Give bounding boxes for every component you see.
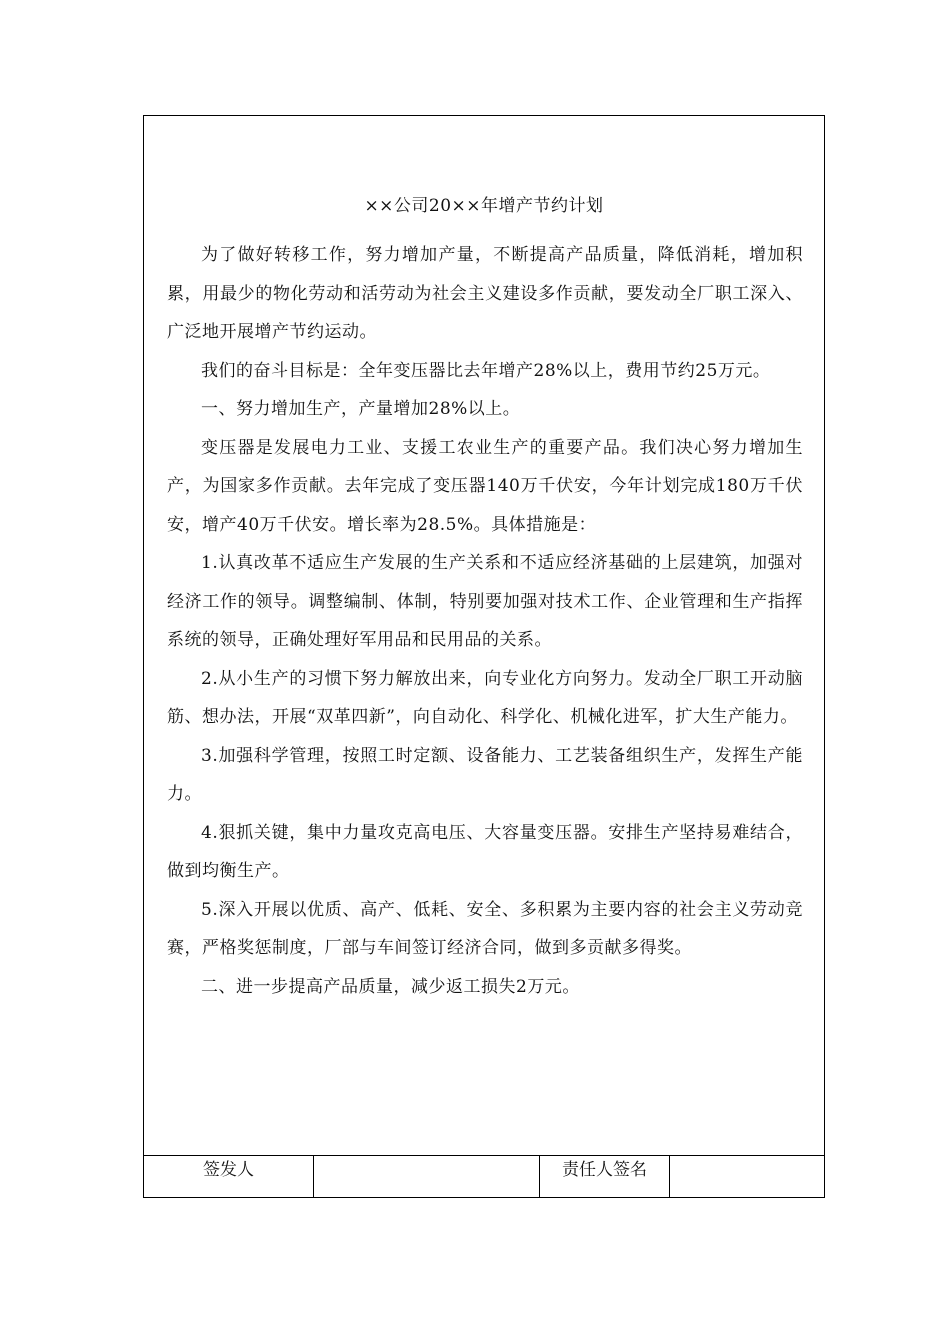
paragraph-section-1: 变压器是发展电力工业、支援工农业生产的重要产品。我们决心努力增加生产，为国家多作贡献。去年完成了变压器140万千伏安，今年计划完成180万千伏安，增产40万千伏安。增长率为28.5%。具体措施是： xyxy=(167,437,803,535)
signature-row xyxy=(144,1156,824,1197)
measure-item-1: 1.认真改革不适应生产发展的生产关系和不适应经济基础的上层建筑，加强对经济工作的领导。调整编制、体制，特别要加强对技术工作、企业管理和生产指挥系统的领导，正确处理好军用品和民用品的关系。 xyxy=(167,553,803,650)
content-cell xyxy=(144,116,824,1156)
responsible-signature-label: 责任人签名 xyxy=(540,1156,670,1197)
measure-item-3: 3.加强科学管理，按照工时定额、设备能力、工艺装备组织生产，发挥生产能力。 xyxy=(167,745,803,804)
paragraph-goal: 我们的奋斗目标是：全年变压器比去年增产28%以上，费用节约25万元。 xyxy=(201,360,771,381)
document-table xyxy=(143,115,825,1198)
measure-item-4: 4.狠抓关键，集中力量攻克高电压、大容量变压器。安排生产坚持易难结合，做到均衡生产。 xyxy=(167,822,803,881)
responsible-signature-field[interactable] xyxy=(670,1156,824,1197)
issuer-field[interactable] xyxy=(314,1156,540,1197)
measure-item-5: 5.深入开展以优质、高产、低耗、安全、多积累为主要内容的社会主义劳动竞赛，严格奖惩制度，厂部与车间签订经济合同，做到多贡献多得奖。 xyxy=(167,899,803,958)
measure-item-2: 2.从小生产的习惯下努力解放出来，向专业化方向努力。发动全厂职工开动脑筋、想办法，开展“双革四新”，向自动化、科学化、机械化进军，扩大生产能力。 xyxy=(167,668,803,727)
document-title: ××公司20××年增产节约计划 xyxy=(364,196,604,216)
document-body xyxy=(167,236,803,1006)
section-heading-2: 二、进一步提高产品质量，减少返工损失2万元。 xyxy=(201,976,580,997)
issuer-label: 签发人 xyxy=(144,1156,314,1197)
paragraph-intro: 为了做好转移工作，努力增加产量，不断提高产品质量，降低消耗，增加积累，用最少的物化劳动和活劳动为社会主义建设多作贡献，要发动全厂职工深入、广泛地开展增产节约运动。 xyxy=(167,245,803,342)
section-heading-1: 一、努力增加生产，产量增加28%以上。 xyxy=(201,399,521,419)
